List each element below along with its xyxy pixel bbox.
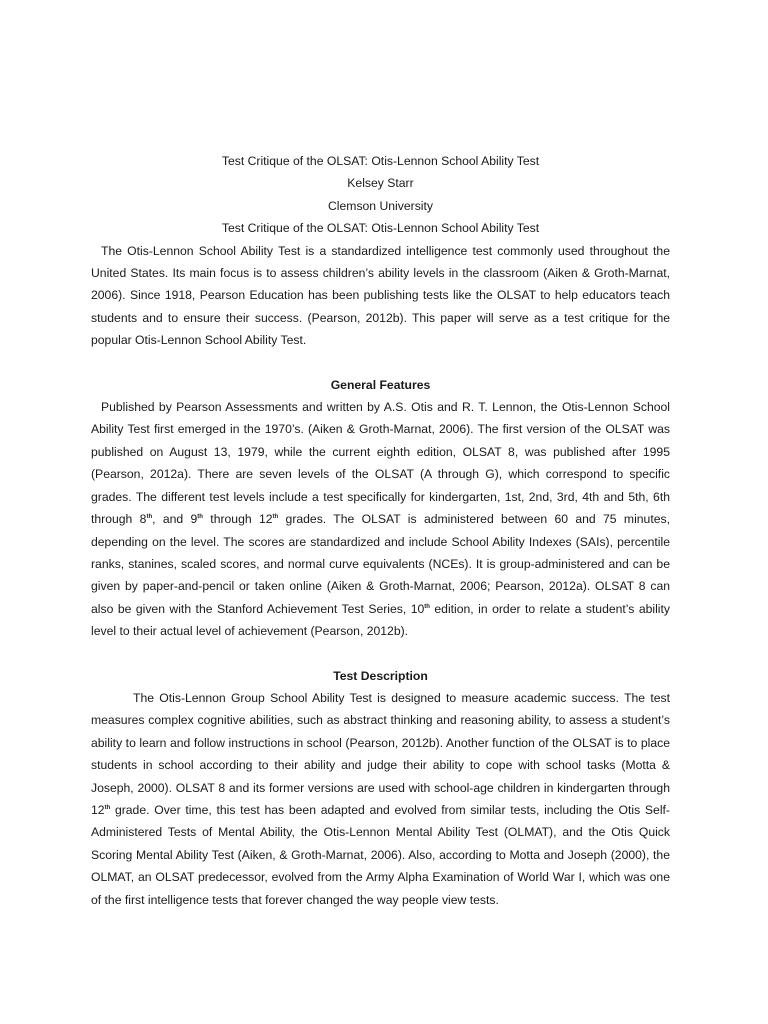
general-features-paragraph: [91, 396, 670, 642]
gf-sup-3: th: [272, 514, 279, 521]
gf-text-1: Published by Pearson Assessments and written by A.S. Otis and R. T. Lennon, the Otis-Lennon School Ability Test first emerged in the 1970’s. (Aiken & Groth-Marnat, 2006). The first version of the OLSAT was published on August 13, 1979, while the current eighth edition, OLSAT 8, was published after 1995 (Pearson, 2012a). There are seven levels of the OLSAT (A through G), which correspond to specific grades. The different test levels include a test specifically for kindergarten, 1st, 2nd, 3rd, 4th and 5th, 6th through 8: [91, 400, 670, 527]
gf-sup-1: th: [146, 514, 153, 521]
td-sup-1: th: [104, 804, 111, 811]
intro-paragraph: The Otis-Lennon School Ability Test is a standardized intelligence test commonly used throughout the United States. Its main focus is to assess children’s ability levels in the classroom (Aiken & Groth-Marnat, 2006). Since 1918, Pearson Education has been publishing tests like the OLSAT to help educators teach students and to ensure their success. (Pearson, 2012b). This paper will serve as a test critique for the popular Otis-Lennon School Ability Test.: [91, 243, 670, 348]
td-text-2: grade. Over time, this test has been adapted and evolved from similar tests, including the Otis Self-Administered Tests of Mental Ability, the Otis-Lennon Mental Ability Test (OLMAT), and the Otis Quick Scoring Mental Ability Test (Aiken, & Groth-Marnat, 2006). Also, according to Motta and Joseph (2000), the OLMAT, an OLSAT predecessor, evolved from the Army Alpha Examination of World War I, which was one of the first intelligence tests that forever changed the way people view tests.: [91, 802, 670, 907]
test-description-paragraph: [91, 687, 670, 911]
title-line-2: Test Critique of the OLSAT: Otis-Lennon School Ability Test: [221, 221, 540, 236]
gf-text-5: edition, in order to relate a student’s ability level to their actual level of achievement (Pearson, 2012b).: [91, 601, 670, 639]
test-description-heading: Test Description: [333, 668, 428, 683]
section-gap: [91, 643, 670, 665]
gf-sup-4: th: [424, 603, 430, 610]
general-features-heading: General Features: [330, 377, 431, 392]
title-line-1: Test Critique of the OLSAT: Otis-Lennon School Ability Test: [221, 154, 540, 168]
section-gap: [91, 352, 670, 374]
td-text-1: The Otis-Lennon Group School Ability Test is designed to measure academic success. The test measures complex cognitive abilities, such as abstract thinking and reasoning ability, to assess a student’s ability to learn and follow instructions in school (Pearson, 2012b). Another function of the OLSAT is to place students in school according to their ability and judge their ability to cope with school tasks (Motta & Joseph, 2000). OLSAT 8 and its former versions are used with school-age children in kindergarten through 12: [91, 690, 670, 817]
gf-text-2: , and 9: [152, 512, 198, 527]
gf-sup-2: th: [197, 514, 203, 521]
gf-text-4: grades. The OLSAT is administered between 60 and 75 minutes, depending on the level. The scores are standardized and include School Ability Indexes (SAIs), percentile ranks, stanines, scaled scores, and normal curve equivalents (NCEs). It is group-administered and can be given by paper-and-pencil or taken online (Aiken & Groth-Marnat, 2006; Pearson, 2012a). OLSAT 8 can also be given with the Stanford Achievement Test Series, 10: [91, 512, 670, 616]
institution-name: Clemson University: [328, 198, 433, 213]
gf-text-3: through 12: [202, 512, 273, 527]
author-name: Kelsey Starr: [347, 176, 414, 191]
